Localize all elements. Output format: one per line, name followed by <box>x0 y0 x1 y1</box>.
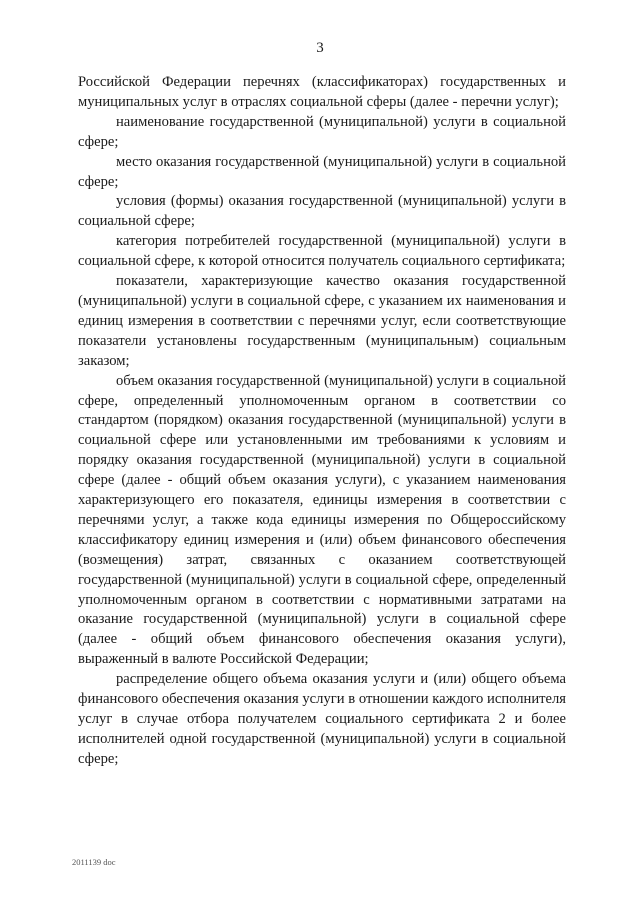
page-number: 3 <box>316 40 324 56</box>
paragraph-service-conditions: условия (формы) оказания государственной (муниципальной) услуги в социальной сфере; <box>78 193 566 230</box>
paragraph-service-volume: объем оказания государственной (муниципальной) услуги в социальной сфере, определенный уполномоченным органом в соответствии со стандартом (порядком) оказания государственной (муниципальной) услуги в социальной сфере или установленными им требованиями к условиям и порядку оказания государственной (муниципальной) услуги в социальной сфере (далее - общий объем оказания услуги), с указанием наименования характеризующего его показателя, единицы измерения в соответствии с перечнями услуг, а также кода единицы измерения по Общероссийскому классификатору единиц измерения и (или) объем финансового обеспечения (возмещения) затрат, связанных с оказанием соответствующей государственной (муниципальной) услуги в социальной сфере, определенный уполномоченным органом в соответствии с нормативными затратами на оказание государственной (муниципальной) услуги в социальной сфере (далее - общий объем финансового обеспечения оказания услуги), выраженный в валюте Российской Федерации; <box>78 372 566 668</box>
paragraph-service-place: место оказания государственной (муниципальной) услуги в социальной сфере; <box>78 153 566 190</box>
paragraph-continuation: Российской Федерации перечнях (классификаторах) государственных и муниципальных услуг в отраслях социальной сферы (далее - перечни услуг); <box>78 74 566 110</box>
paragraph-consumer-category: категория потребителей государственной (муниципальной) услуги в социальной сфере, к которой относится получатель социального сертификата; <box>78 233 566 270</box>
footer-document-code: 2011139 doc <box>72 857 116 867</box>
paragraph-quality-indicators: показатели, характеризующие качество оказания государственной (муниципальной) услуги в социальной сфере, с указанием их наименования и единиц измерения в соответствии с перечнями услуг, если соответствующие показатели установлены государственным (муниципальным) социальным заказом; <box>78 273 566 369</box>
paragraph-volume-distribution: распределение общего объема оказания услуги и (или) общего объема финансового обеспечения оказания услуги в отношении каждого исполнителя услуг в случае отбора получателем социального сертификата 2 и более исполнителей одной государственной (муниципальной) услуги в социальной сфере; <box>78 671 566 767</box>
paragraph-service-name: наименование государственной (муниципальной) услуги в социальной сфере; <box>78 113 566 150</box>
document-body <box>78 73 566 770</box>
